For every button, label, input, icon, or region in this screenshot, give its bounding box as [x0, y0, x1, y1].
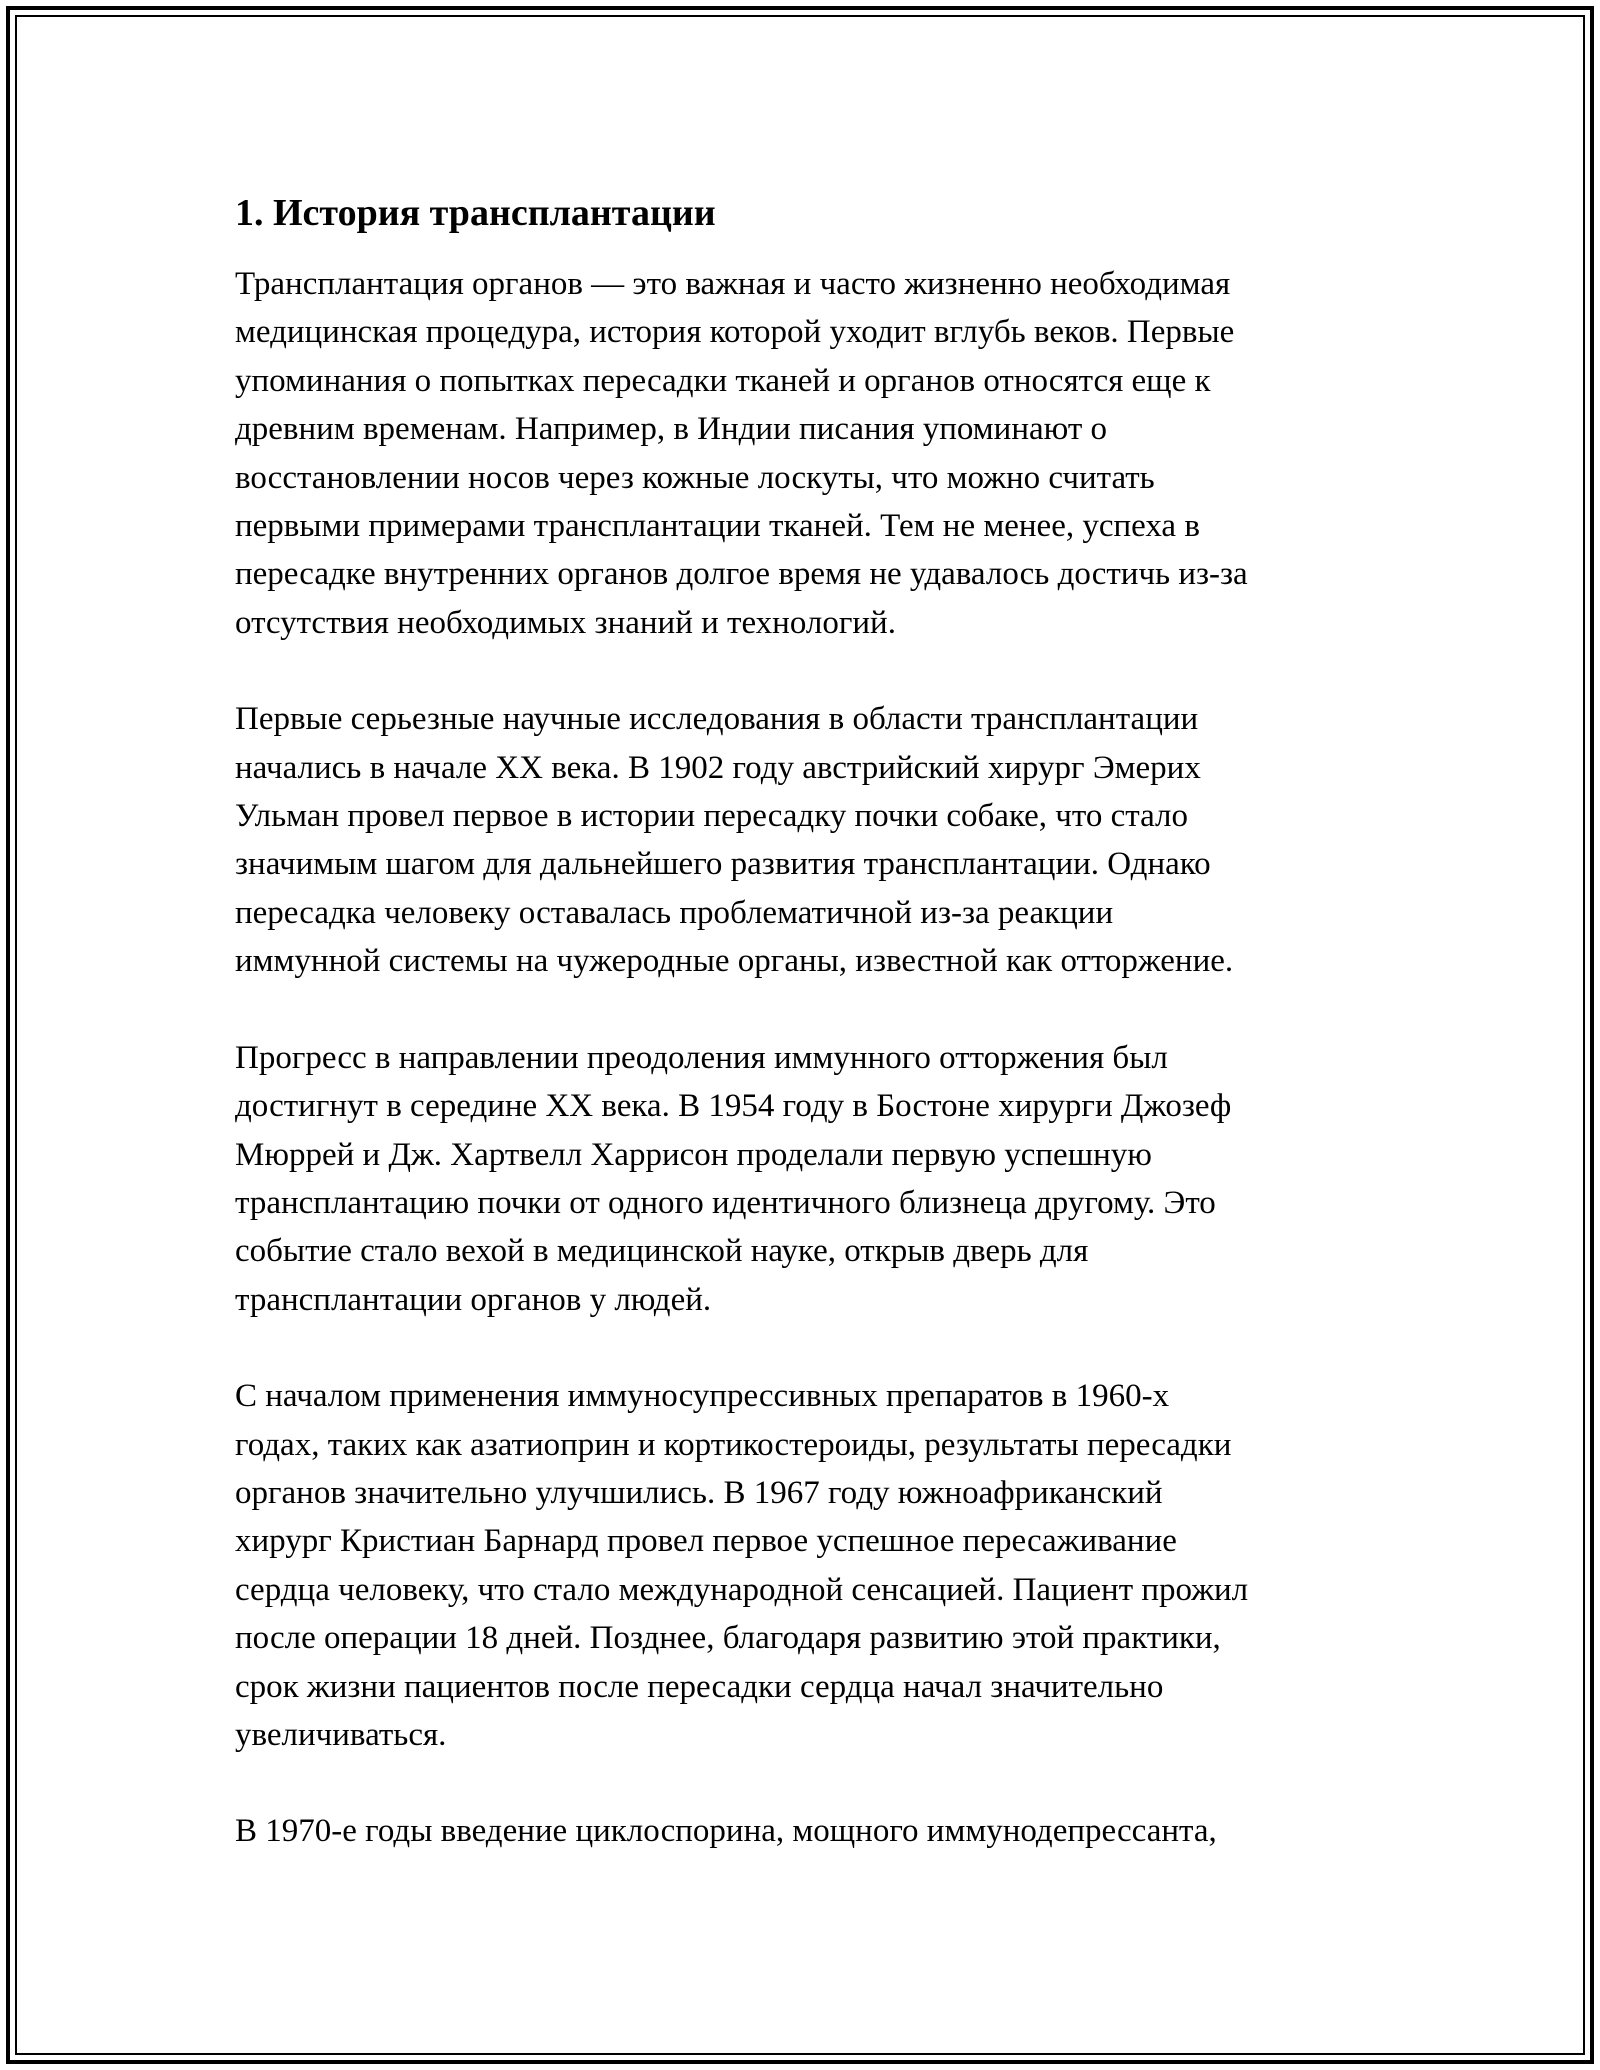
- text-line: Первые серьезные научные исследования в области трансплантации: [235, 701, 1199, 738]
- text-line: срок жизни пациентов после пересадки сердца начал значительно: [235, 1668, 1164, 1705]
- text-line: Мюррей и Дж. Хартвелл Харрисон проделали первую успешную: [235, 1136, 1152, 1173]
- paragraph-4: [235, 1372, 1370, 1759]
- text-line: восстановлении носов через кожные лоскуты, что можно считать: [235, 459, 1155, 496]
- paragraph-1: [235, 260, 1370, 647]
- paragraph-2: [235, 695, 1370, 985]
- text-line: увеличиваться.: [235, 1716, 447, 1753]
- text-line: после операции 18 дней. Позднее, благодаря развитию этой практики,: [235, 1620, 1221, 1657]
- text-line: пересадке внутренних органов долгое время не удавалось достичь из-за: [235, 556, 1248, 593]
- paragraph-3: [235, 1034, 1370, 1324]
- text-line: первыми примерами трансплантации тканей. Тем не менее, успеха в: [235, 508, 1200, 545]
- text-line: трансплантации органов у людей.: [235, 1281, 712, 1318]
- text-line: иммунной системы на чужеродные органы, известной как отторжение.: [235, 943, 1234, 980]
- document-body: [235, 188, 1370, 1904]
- paragraph-5: [235, 1807, 1370, 1855]
- section-heading: 1. История трансплантации: [235, 192, 716, 234]
- text-line: событие стало вехой в медицинской науке, открыв дверь для: [235, 1233, 1089, 1270]
- text-line: Ульман провел первое в истории пересадку почки собаке, что стало: [235, 798, 1189, 835]
- text-line: Трансплантация органов — это важная и часто жизненно необходимая: [235, 266, 1231, 302]
- text-line: достигнут в середине XX века. В 1954 году в Бостоне хирурги Джозеф: [235, 1088, 1232, 1125]
- text-line: органов значительно улучшились. В 1967 году южноафриканский: [235, 1474, 1163, 1511]
- text-line: значимым шагом для дальнейшего развития трансплантации. Однако: [235, 846, 1211, 883]
- text-line: начались в начале XX века. В 1902 году австрийский хирург Эмерих: [235, 749, 1201, 786]
- text-line: хирург Кристиан Барнард провел первое успешное пересаживание: [235, 1523, 1177, 1560]
- text-line: С началом применения иммуносупрессивных препаратов в 1960-х: [235, 1378, 1170, 1415]
- text-line: медицинская процедура, история которой уходит вглубь веков. Первые: [235, 314, 1235, 351]
- text-line: отсутствия необходимых знаний и технологий.: [235, 604, 896, 641]
- text-line: упоминания о попытках пересадки тканей и органов относятся еще к: [235, 362, 1211, 399]
- text-line: пересадка человеку оставалась проблематичной из-за реакции: [235, 894, 1114, 931]
- text-line: сердца человеку, что стало международной сенсацией. Пациент прожил: [235, 1571, 1249, 1608]
- text-line: годах, таких как азатиоприн и кортикостероиды, результаты пересадки: [235, 1426, 1232, 1463]
- text-line: трансплантацию почки от одного идентичного близнеца другому. Это: [235, 1184, 1216, 1221]
- text-line: В 1970-е годы введение циклоспорина, мощного иммунодепрессанта,: [235, 1813, 1217, 1850]
- text-line: Прогресс в направлении преодоления иммунного отторжения был: [235, 1039, 1168, 1076]
- text-line: древним временам. Например, в Индии писания упоминают о: [235, 411, 1108, 448]
